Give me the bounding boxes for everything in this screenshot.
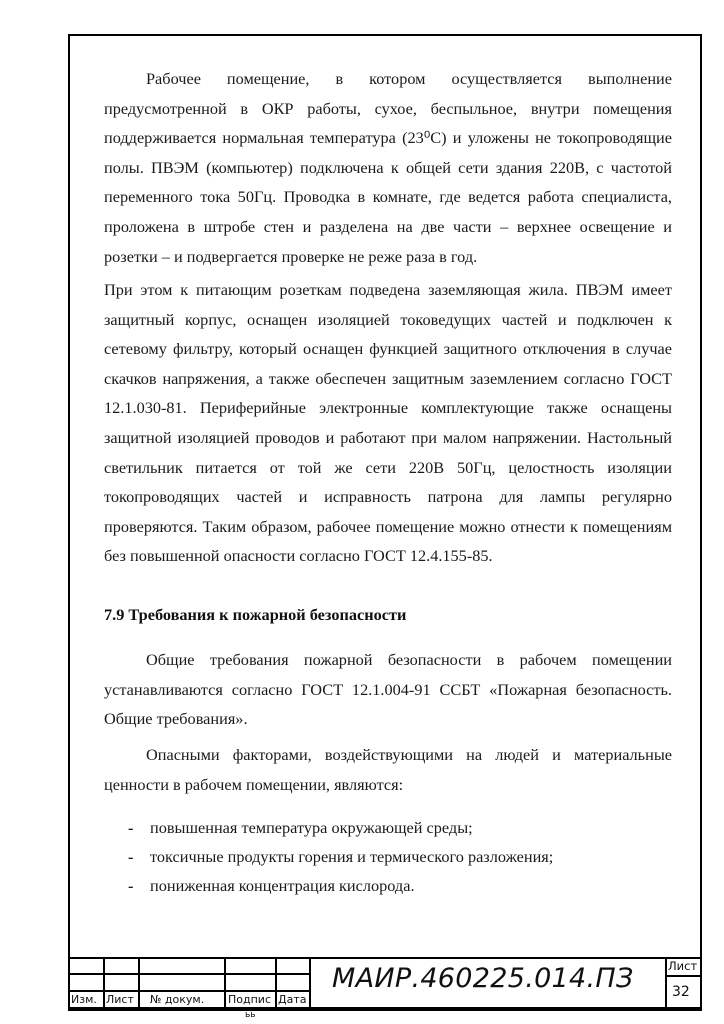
stamp-label-list: Лист bbox=[106, 993, 134, 1006]
stamp-line bbox=[309, 957, 311, 1009]
stamp-line bbox=[138, 957, 140, 1009]
paragraph-2: При этом к питающим розеткам подведена заземляющая жила. ПВЭМ имеет защитный корпус, оснащен изоляцией токоведущих частей и подключен к сетевому фильтру, который оснащен функцией защитного отключения в случае скачков напряжения, а также обеспечен защитным заземлением согласно ГОСТ 12.1.030-81. Периферийные электронные комплектующие также оснащены защитной изоляцией проводов и работают при малом напряжении. Настольный светильник питается от той же сети 220В 50Гц, целостность изоляции токопроводящих частей и исправность патрона для лампы регулярно проверяются. Таким образом, рабочее помещение можно отнести к помещениям без повышенной опасности согласно ГОСТ 12.4.155-85. bbox=[104, 280, 672, 566]
list-item-text: пониженная концентрация кислорода. bbox=[150, 876, 415, 895]
hazard-list bbox=[104, 813, 672, 900]
body-text-block-1 bbox=[104, 64, 672, 271]
list-item bbox=[104, 871, 672, 900]
stamp-line bbox=[68, 957, 700, 959]
paragraph-4: Опасными факторами, воздействующими на людей и материальные ценности в рабочем помещении, являются: bbox=[104, 745, 672, 794]
list-item bbox=[104, 842, 672, 871]
stamp-label-date: Дата bbox=[278, 993, 307, 1006]
stamp-line bbox=[68, 1007, 700, 1009]
stamp-label-izm: Изм. bbox=[71, 993, 97, 1006]
body-text-block-3 bbox=[104, 645, 672, 734]
stamp-line bbox=[666, 975, 700, 977]
dash-bullet-icon: - bbox=[128, 847, 134, 866]
dash-bullet-icon: - bbox=[128, 876, 134, 895]
sheet-label: Лист bbox=[668, 959, 698, 973]
paragraph-3: Общие требования пожарной безопасности в рабочем помещении устанавливаются согласно ГОСТ 12.1.004-91 ССБТ «Пожарная безопасность. Общие требования». bbox=[104, 650, 672, 729]
document-code: МАИР.460225.014.ПЗ bbox=[332, 963, 634, 994]
paragraph-1: Рабочее помещение, в котором осуществляется выполнение предусмотренной в ОКР работы, сухое, беспыльное, внутри помещения поддерживается нормальная температура (23⁰С) и уложены не токопроводящие полы. ПВЭМ (компьютер) подключена к общей сети здания 220В, с частотой переменного тока 50Гц. Проводка в комнате, где ведется работа специалиста, проложена в штробе стен и разделена на две части – верхнее освещение и розетки – и подвергается проверке не реже раза в год. bbox=[104, 69, 672, 266]
stamp-label-signature: Подпис bbox=[228, 993, 271, 1006]
list-item-text: токсичные продукты горения и термического разложения; bbox=[150, 847, 554, 866]
body-text-block-4 bbox=[104, 740, 672, 799]
sheet-number: 32 bbox=[672, 984, 690, 1000]
stamp-label-doc-number: № докум. bbox=[150, 993, 205, 1006]
stamp-line bbox=[224, 957, 226, 1009]
dash-bullet-icon: - bbox=[128, 818, 134, 837]
stamp-line bbox=[665, 957, 667, 1009]
list-item-text: повышенная температура окружающей среды; bbox=[150, 818, 473, 837]
list-item bbox=[104, 813, 672, 842]
body-text-block-2 bbox=[104, 275, 672, 571]
title-block-stamp bbox=[68, 957, 700, 1009]
signature-overflow-text: ьь bbox=[245, 1010, 256, 1020]
stamp-line bbox=[275, 957, 277, 1009]
stamp-line bbox=[103, 957, 105, 1009]
section-heading: 7.9 Требования к пожарной безопасности bbox=[104, 605, 407, 624]
